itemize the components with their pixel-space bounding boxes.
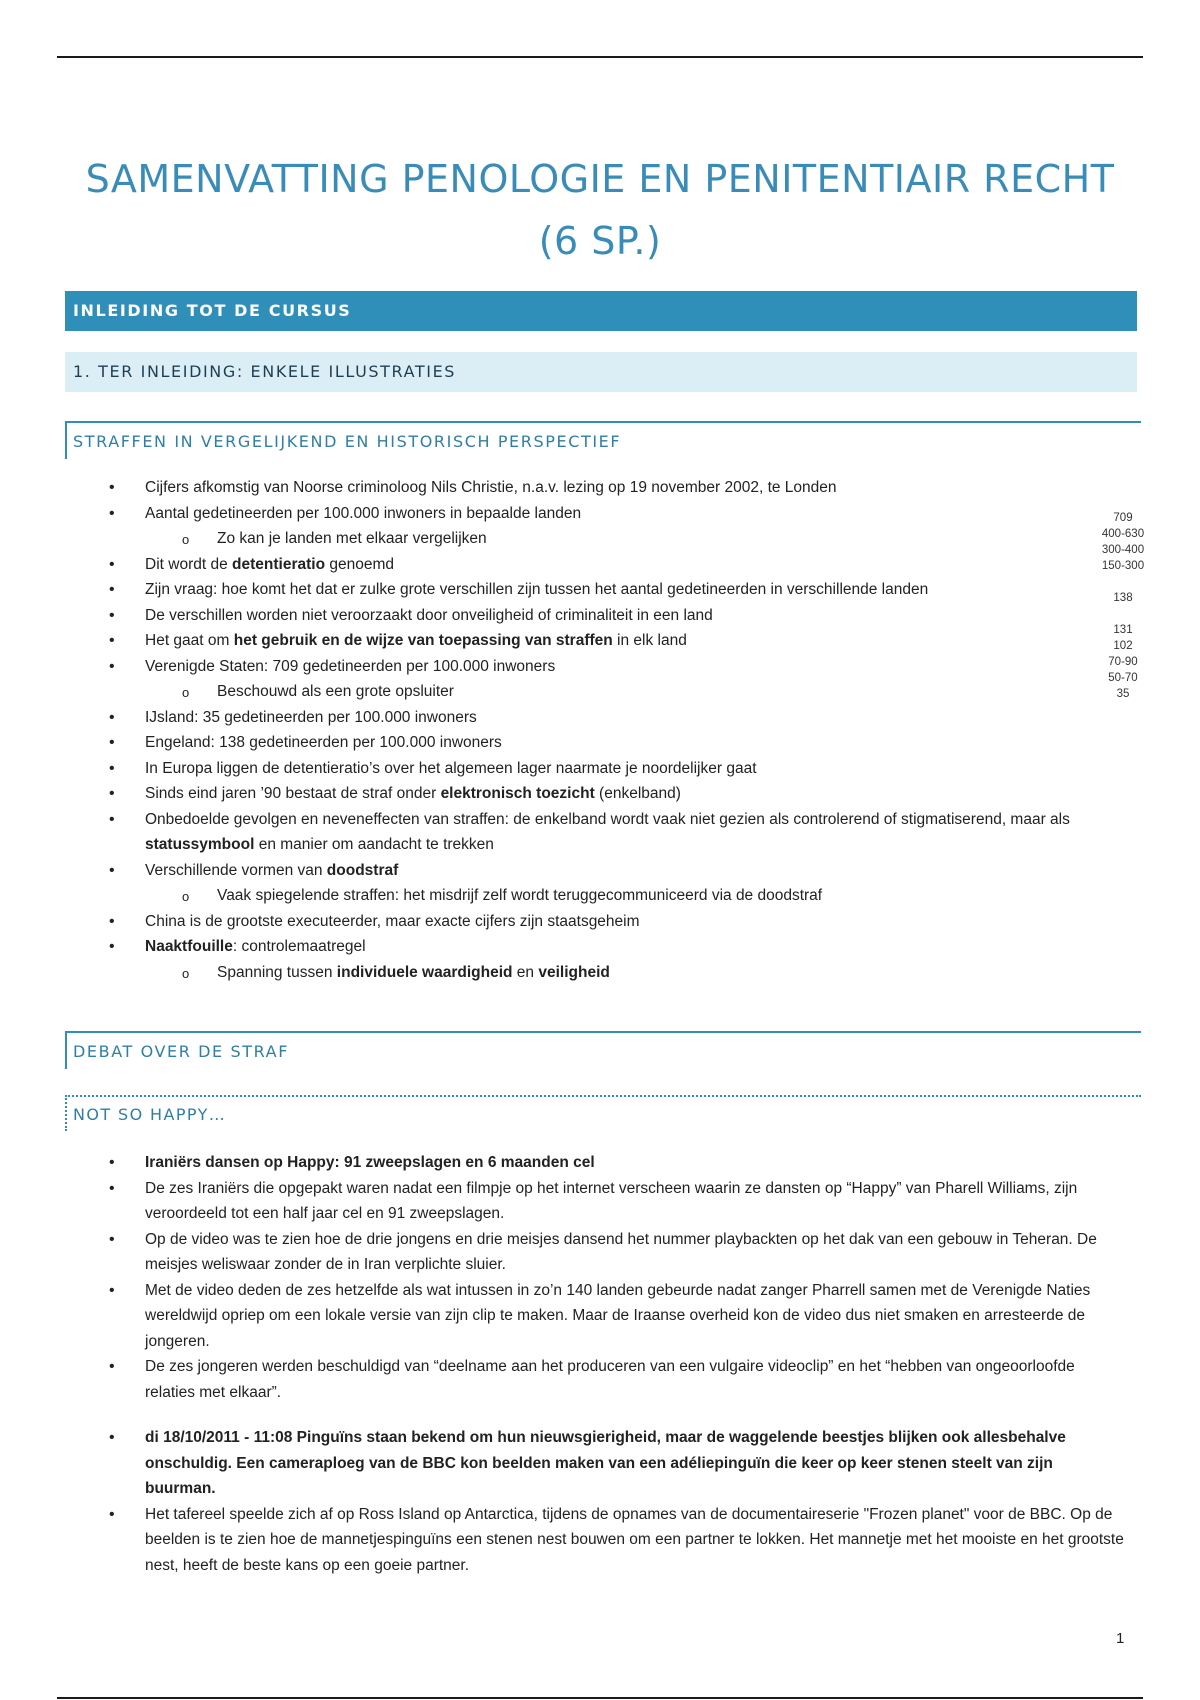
list-item: • Zijn vraag: hoe komt het dat er zulke grote verschillen zijn tussen het aantal gedetineerden in verschillende landen <box>0 577 1125 603</box>
legend-value: 150-300 <box>1101 560 1145 572</box>
section-heading-debat: DEBAT OVER DE STRAF <box>65 1031 1141 1069</box>
list-item: • In Europa liggen de detentieratio’s over het algemeen lager naarmate je noordelijker gaat <box>0 756 1125 782</box>
bullet-list-straffen <box>0 475 1200 985</box>
legend-value: 709 <box>1113 512 1133 524</box>
legend-value: 400-630 <box>1101 528 1145 540</box>
list-item: • Iraniërs dansen op Happy: 91 zweepslagen en 6 maanden cel <box>0 1150 1125 1176</box>
legend-value: 300-400 <box>1101 544 1145 556</box>
legend-value: 131 <box>1113 624 1133 636</box>
document-title: SAMENVATTING PENOLOGIE EN PENITENTIAIR RECHT (6 SP.) <box>85 157 1115 263</box>
list-item: • Cijfers afkomstig van Noorse criminoloog Nils Christie, n.a.v. lezing op 19 november 2002, te Londen <box>0 475 1125 501</box>
page-number: 1 <box>1116 1630 1125 1647</box>
heading-1: INLEIDING TOT DE CURSUS <box>65 291 1137 331</box>
list-item: • China is de grootste executeerder, maar exacte cijfers zijn staatsgeheim <box>0 909 1125 935</box>
list-item: • Het tafereel speelde zich af op Ross Island op Antarctica, tijdens de opnames van de documentaireserie "Frozen planet" voor de BBC. Op de beelden is te zien hoe de mannetjespinguïns een stenen nest bouwen om een partner te lokken. Het mannetje met het mooiste en het grootste nest, heeft de beste kans op een goeie partner. <box>0 1502 1125 1579</box>
list-subitem: o Spanning tussen individuele waardigheid en veiligheid <box>0 960 1117 986</box>
legend-value: 35 <box>1116 688 1130 700</box>
legend-value: 102 <box>1113 640 1133 652</box>
legend-value: 138 <box>1113 592 1133 604</box>
list-item: • Verschillende vormen van doodstraf <box>0 858 1125 884</box>
list-item: • Op de video was te zien hoe de drie jongens en drie meisjes dansend het nummer playbackten op het dak van een gebouw in Teheran. De meisjes weliswaar zonder de in Iran verplichte sluier. <box>0 1227 1125 1278</box>
list-subitem: o Beschouwd als een grote opsluiter <box>0 679 1117 705</box>
list-item: • Dit wordt de detentieratio genoemd <box>0 552 1125 578</box>
list-item: • De zes jongeren werden beschuldigd van “deelname aan het produceren van een vulgaire videoclip” en het “hebben van ongeoorloofde relaties met elkaar”. <box>0 1354 1125 1405</box>
list-item: • Aantal gedetineerden per 100.000 inwoners in bepaalde landen <box>0 501 1125 527</box>
list-item: • De verschillen worden niet veroorzaakt door onveiligheid of criminaliteit in een land <box>0 603 1125 629</box>
list-subitem: o Zo kan je landen met elkaar vergelijken <box>0 526 1117 552</box>
list-item: • Het gaat om het gebruik en de wijze van toepassing van straffen in elk land <box>0 628 1125 654</box>
list-item: • Sinds eind jaren ’90 bestaat de straf onder elektronisch toezicht (enkelband) <box>0 781 1125 807</box>
subsection-heading-not-so-happy: NOT SO HAPPY… <box>65 1095 1141 1131</box>
list-item: • di 18/10/2011 - 11:08 Pinguïns staan bekend om hun nieuwsgierigheid, maar de waggelende beestjes blijken ook allesbehalve onschuldig. Een cameraploeg van de BBC kon beelden maken van een adéliepinguïn die keer op keer stenen steelt van zijn buurman. <box>0 1425 1125 1502</box>
header-rule <box>57 56 1143 58</box>
list-item: • Naaktfouille: controlemaatregel <box>0 934 1125 960</box>
detention-ratio-legend <box>1090 510 1156 702</box>
list-item: • IJsland: 35 gedetineerden per 100.000 inwoners <box>0 705 1125 731</box>
legend-value: 70-90 <box>1108 656 1138 668</box>
bullet-list-not-so-happy <box>0 1150 1200 1578</box>
list-item: • Met de video deden de zes hetzelfde als wat intussen in zo’n 140 landen gebeurde nadat zanger Pharrell samen met de Verenigde Naties wereldwijd opriep om een lokale versie van zijn clip te maken. Maar de Iraanse overheid kon de video dus niet smaken en arresteerde de jongeren. <box>0 1278 1125 1355</box>
list-item: • De zes Iraniërs die opgepakt waren nadat een filmpje op het internet verscheen waarin ze dansten op “Happy” van Pharell Williams, zijn veroordeeld tot een half jaar cel en 91 zweepslagen. <box>0 1176 1125 1227</box>
list-subitem: o Vaak spiegelende straffen: het misdrijf zelf wordt teruggecommuniceerd via de doodstraf <box>0 883 1117 909</box>
list-item: • Verenigde Staten: 709 gedetineerden per 100.000 inwoners <box>0 654 1125 680</box>
legend-value: 50-70 <box>1108 672 1138 684</box>
heading-2: 1. TER INLEIDING: ENKELE ILLUSTRATIES <box>65 352 1137 392</box>
list-item: • Onbedoelde gevolgen en neveneffecten van straffen: de enkelband wordt vaak niet gezien als controlerend of stigmatiserend, maar als statussymbool en manier om aandacht te trekken <box>0 807 1125 858</box>
footer-rule <box>57 1697 1143 1699</box>
section-heading-straffen: STRAFFEN IN VERGELIJKEND EN HISTORISCH PERSPECTIEF <box>65 421 1141 459</box>
list-item: • Engeland: 138 gedetineerden per 100.000 inwoners <box>0 730 1125 756</box>
